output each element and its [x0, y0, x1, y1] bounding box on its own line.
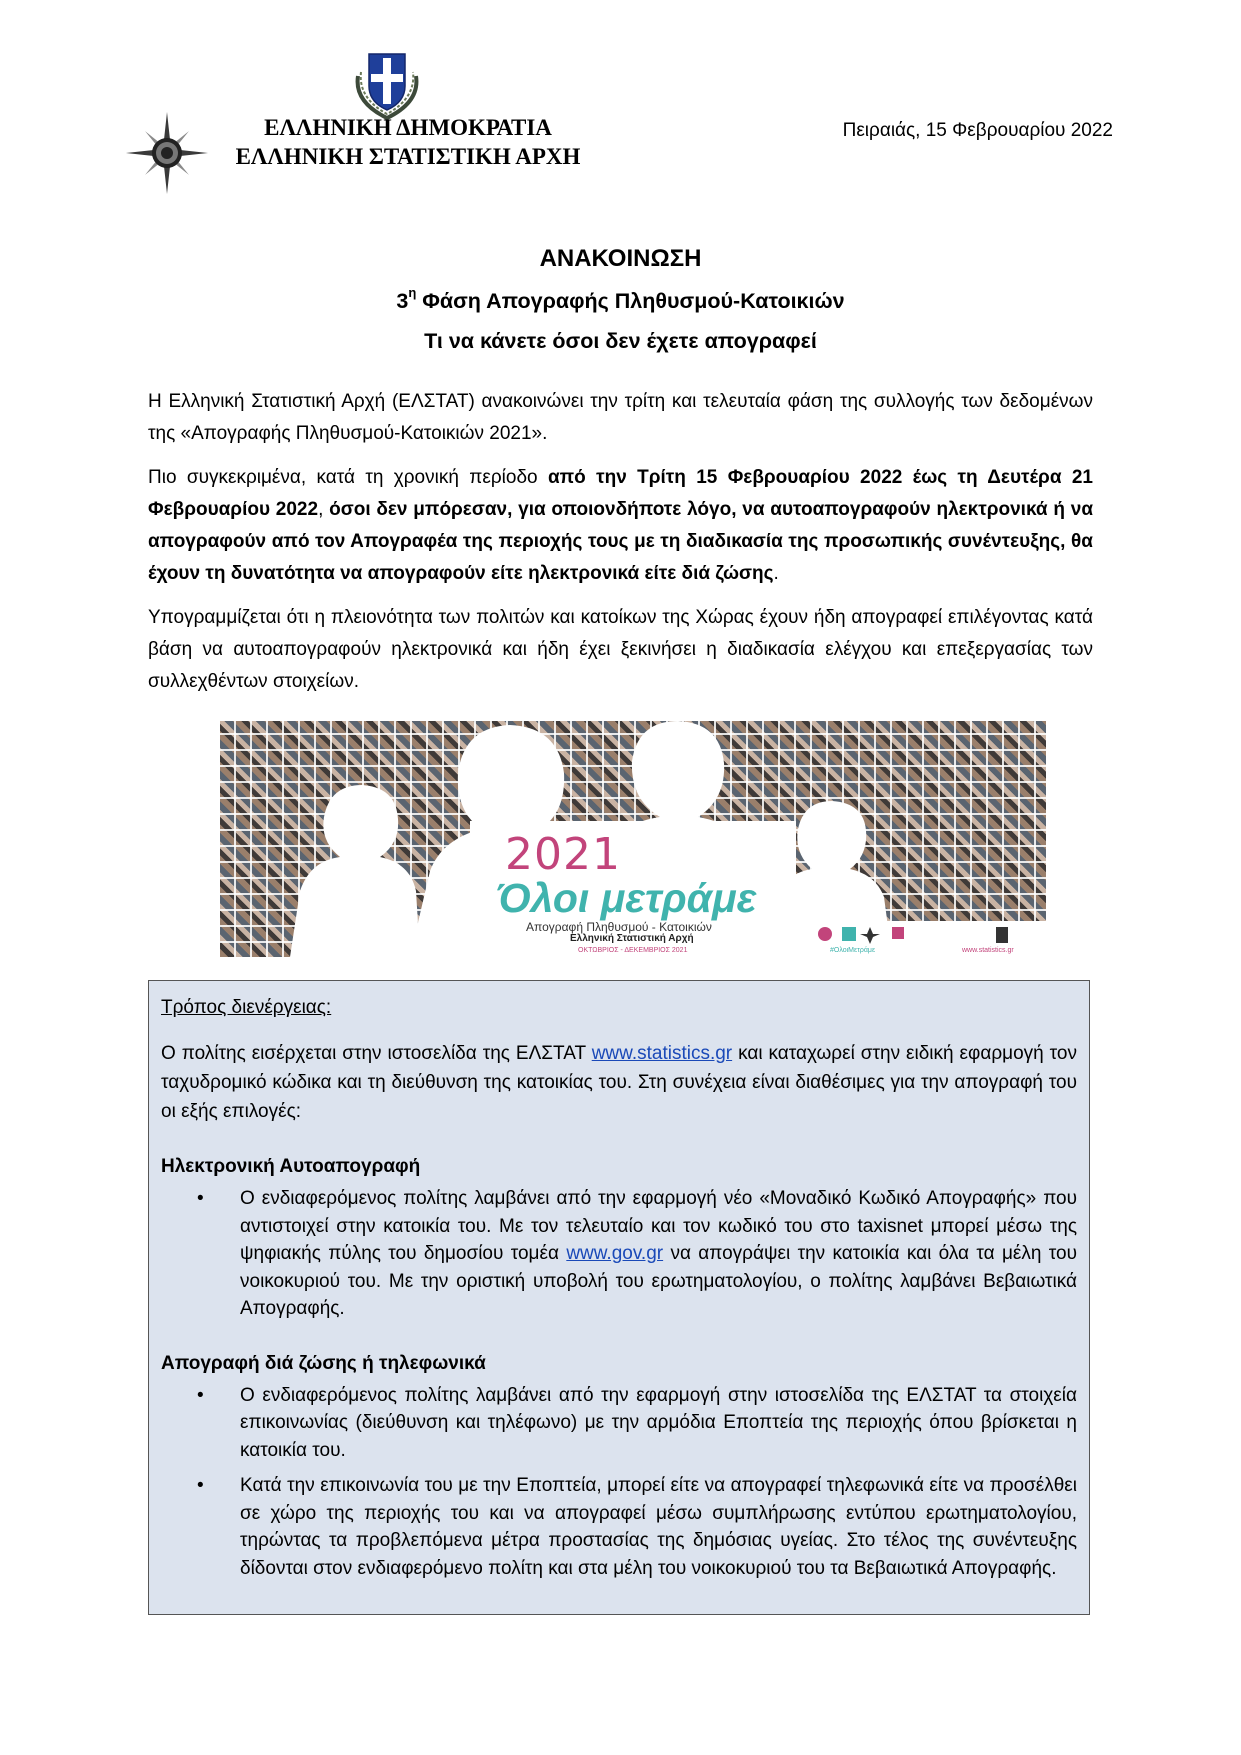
p2-intro: Πιο συγκεκριμένα, κατά τη χρονική περίοδο — [148, 467, 548, 488]
compass-star-logo-icon — [124, 110, 210, 196]
item-text: Κατά την επικοινωνία του με την Εποπτεία, μπορεί είτε να απογραφεί τηλεφωνικά είτε να προσέλθει σε χώρο της περιοχής του και να απογραφεί μέσω συμπλήρωσης εντύπου ερωτηματολογίου, τηρώντας τα προβλεπόμενα μέτρα προστασίας της δημόσιας υγείας. Στο τέλος της συνέντευξης δίδονται στον ενδιαφερόμενο πολίτη και στα μέλη του νοικοκυριού του τα Βεβαιωτικά Απογραφής. — [240, 1475, 1077, 1579]
subtitle: Τι να κάνετε όσοι δεν έχετε απογραφεί — [424, 329, 817, 354]
title-block — [148, 242, 1093, 361]
intro-text-b: και καταχωρεί στην ειδική εφαρμογή τον ταχυδρομικό κώδικα και τη διεύθυνση της κατοικίας του. Στη συνέχεια είναι διαθέσιμες για την απογραφή του οι εξής επιλογές: — [161, 1043, 1077, 1122]
procedure-intro — [161, 1039, 1077, 1126]
section-inperson-list — [161, 1382, 1077, 1583]
banner-authority: Ελληνική Στατιστική Αρχή — [570, 933, 694, 944]
intro-text-a: Ο πολίτης εισέρχεται στην ιστοσελίδα της ΕΛΣΤΑΤ — [161, 1043, 592, 1064]
section-electronic-title: Ηλεκτρονική Αυτοαπογραφή — [161, 1156, 421, 1177]
paragraph-3: Υπογραμμίζεται ότι η πλειονότητα των πολιτών και κατοίκων της Χώρας έχουν ήδη απογραφεί επιλέγοντας κατά βάση να αυτοαπογραφούν ηλεκτρονικά και ήδη έχει ξεκινήσει η διαδικασία ελέγχου και επεξεργασίας των συλλεχθέντων στοιχείων. — [148, 607, 1093, 692]
procedure-box — [148, 980, 1090, 1615]
banner-dates: ΟΚΤΩΒΡΙΟΣ - ΔΕΚΕΜΒΡΙΟΣ 2021 — [578, 947, 688, 954]
org-line-1: ΕΛΛΗΝΙΚΗ ΔΗΜΟΚΡΑΤΙΑ — [264, 115, 552, 140]
body-text — [148, 386, 1093, 710]
banner-website: www.statistics.gr — [962, 947, 1014, 954]
section-electronic-list — [161, 1185, 1077, 1323]
organization-name — [208, 113, 608, 171]
paragraph-1: Η Ελληνική Στατιστική Αρχή (ΕΛΣΤΑΤ) ανακοινώνει την τρίτη και τελευταία φάση της συλλογής των δεδομένων της «Απογραφής Πληθυσμού-Κατοικιών 2021». — [148, 391, 1093, 444]
item-text-a: Ο ενδιαφερόμενος πολίτης λαμβάνει από την εφαρμογή νέο «Μοναδικό Κωδικό Απογραφής» που αντιστοιχεί στην κατοικία του. Με τον τελευταίο και τον κωδικό του στο taxisnet μπορεί μέσω της ψηφιακής πύλης του δημοσίου τομέα — [240, 1188, 1077, 1264]
p2-eligibility: όσοι δεν μπόρεσαν, για οποιονδήποτε λόγο, να αυτοαπογραφούν ηλεκτρονικά ή να απογραφούν από τον Απογραφέα της περιοχής τους με τη διαδικασία της προσωπικής συνέντευξης, θα έχουν τη δυνατότητα να απογραφούν είτε ηλεκτρονικά είτε διά ζώσης — [148, 499, 1093, 584]
banner-slogan: Όλοι μετράμε — [496, 875, 757, 921]
item-text-b: να απογράψει την κατοικία και όλα τα μέλη του νοικοκυριού του. Με την οριστική υποβολή του ερωτηματολογίου, ο πολίτης λαμβάνει Βεβαιωτικά Απογραφής. — [240, 1243, 1077, 1319]
release-date: Πειραιάς, 15 Φεβρουαρίου 2022 — [842, 120, 1113, 141]
announcement-title: ΑΝΑΚΟΙΝΩΣΗ — [539, 245, 702, 272]
list-item — [161, 1472, 1077, 1582]
paragraph-2 — [148, 462, 1093, 590]
banner-hashtag: #ΟλοιΜετράμε — [830, 947, 876, 954]
item-text: Ο ενδιαφερόμενος πολίτης λαμβάνει από την εφαρμογή στην ιστοσελίδα της ΕΛΣΤΑΤ τα στοιχεία επικοινωνίας (διεύθυνση και τηλέφωνο) με την αρμόδια Εποπτεία της περιοχής όπου βρίσκεται η κατοικία του. — [240, 1384, 1077, 1461]
greek-state-emblem-icon — [352, 46, 422, 122]
phase-number: 3 — [396, 289, 409, 314]
list-item — [161, 1382, 1077, 1465]
statistics-link[interactable]: www.statistics.gr — [591, 1043, 733, 1064]
gov-link[interactable]: www.gov.gr — [566, 1243, 664, 1264]
procedure-heading: Τρόπος διενέργειας: — [161, 997, 332, 1018]
bullet-icon: • — [197, 1475, 204, 1496]
p2-period: από την Τρίτη 15 Φεβρουαρίου 2022 έως τη Δευτέρα 21 Φεβρουαρίου 2022 — [148, 467, 1093, 520]
phase-title — [148, 276, 1093, 321]
list-item — [161, 1185, 1077, 1323]
p2-comma: , — [318, 499, 330, 520]
phase-title-rest: Φάση Απογραφής Πληθυσμού-Κατοικιών — [416, 289, 845, 314]
census-banner — [220, 721, 1046, 957]
bullet-icon: • — [197, 1188, 204, 1209]
section-inperson-title: Απογραφή διά ζώσης ή τηλεφωνικά — [161, 1352, 486, 1374]
bullet-icon: • — [197, 1384, 204, 1406]
banner-year: 2021 — [505, 829, 621, 880]
banner-subtitle: Απογραφή Πληθυσμού - Κατοικιών — [526, 920, 712, 934]
phase-superscript: η — [408, 285, 417, 300]
p2-end: . — [773, 563, 779, 584]
org-line-2: ΕΛΛΗΝΙΚΗ ΣΤΑΤΙΣΤΙΚΗ ΑΡΧΗ — [235, 144, 581, 169]
